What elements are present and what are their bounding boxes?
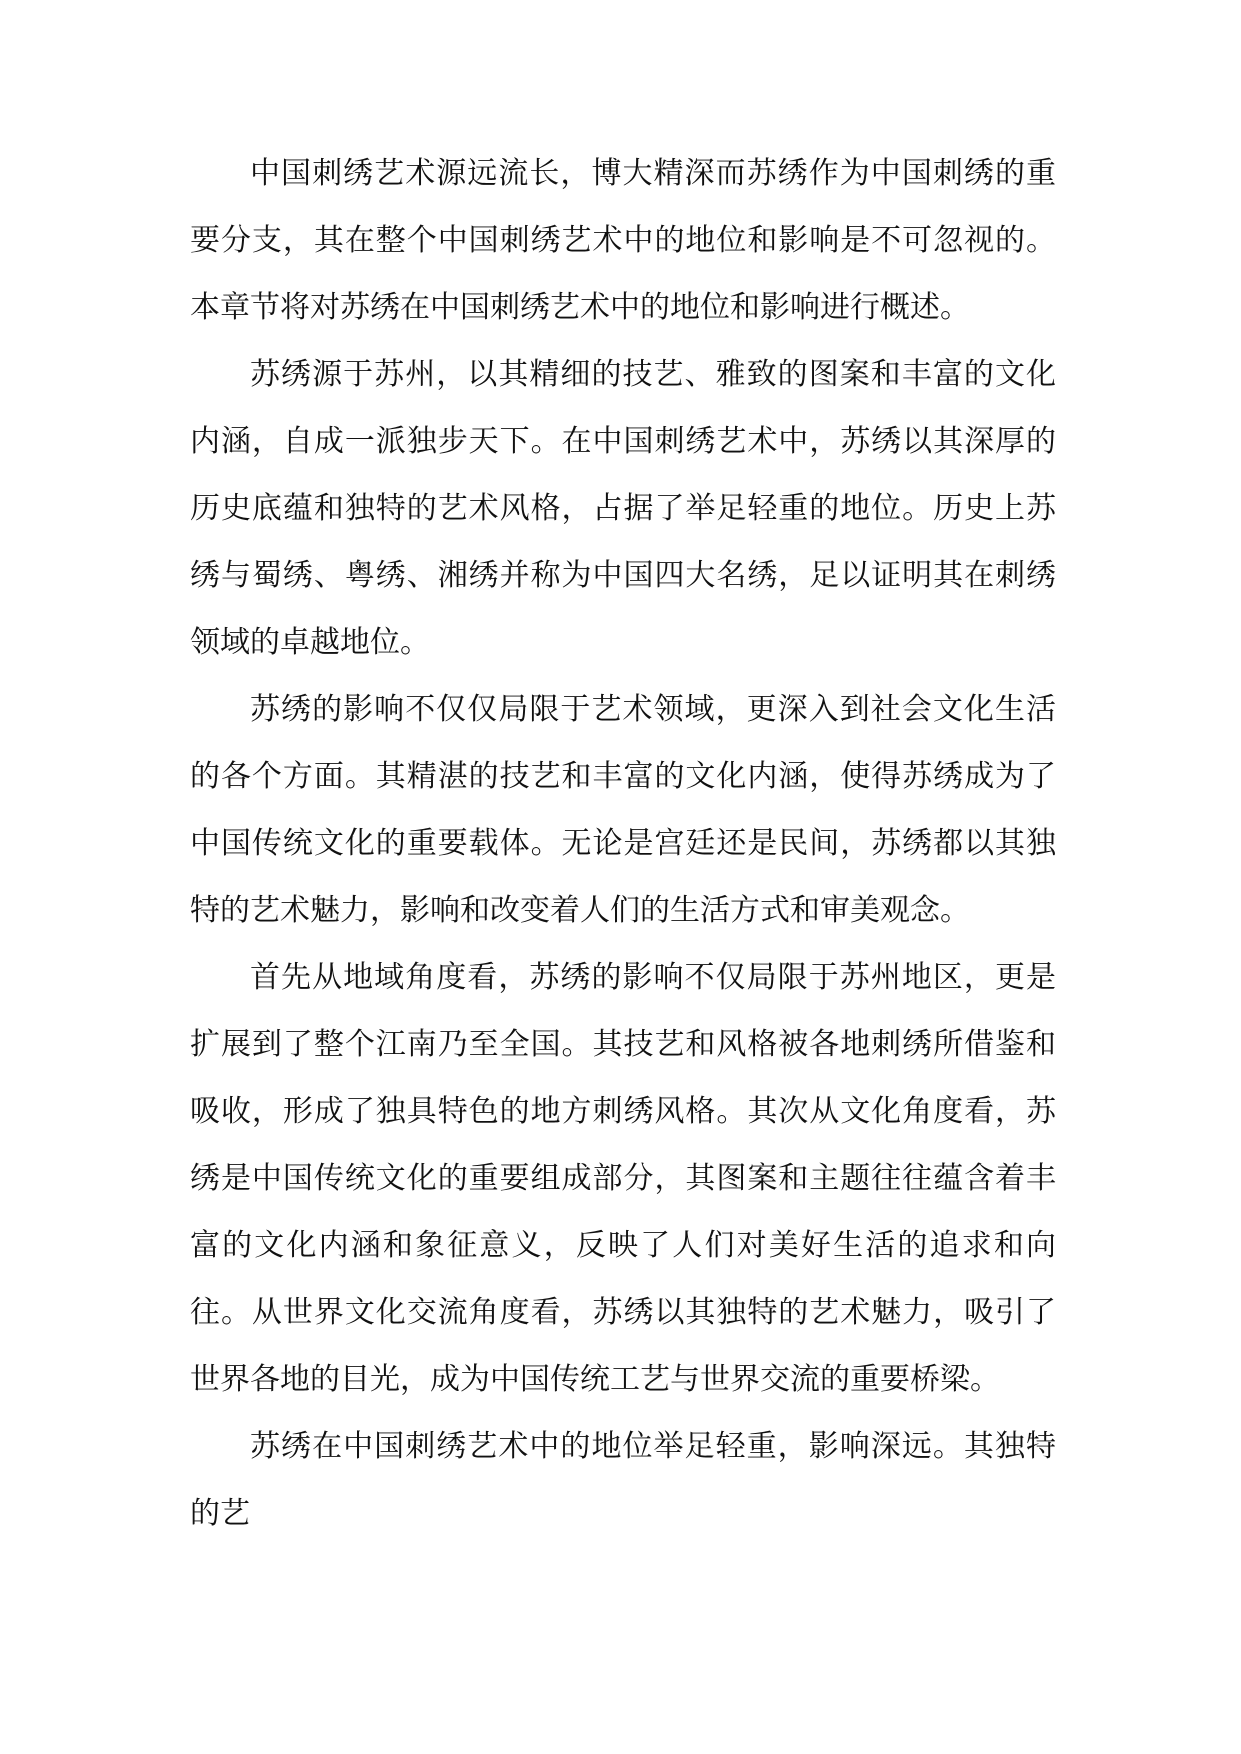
paragraph-4: 首先从地域角度看，苏绣的影响不仅局限于苏州地区，更是扩展到了整个江南乃至全国。其技艺和风格被各地刺绣所借鉴和吸收，形成了独具特色的地方刺绣风格。其次从文化角度看，苏绣是中国传统文化的重要组成部分，其图案和主题往往蕴含着丰富的文化内涵和象征意义，反映了人们对美好生活的追求和向往。从世界文化交流角度看，苏绣以其独特的艺术魅力，吸引了世界各地的目光，成为中国传统工艺与世界交流的重要桥梁。 bbox=[190, 960, 1056, 1397]
paragraph-5: 苏绣在中国刺绣艺术中的地位举足轻重，影响深远。其独特的艺 bbox=[190, 1429, 1056, 1531]
paragraph-3: 苏绣的影响不仅仅局限于艺术领域，更深入到社会文化生活的各个方面。其精湛的技艺和丰富的文化内涵，使得苏绣成为了中国传统文化的重要载体。无论是宫廷还是民间，苏绣都以其独特的艺术魅力，影响和改变着人们的生活方式和审美观念。 bbox=[190, 692, 1056, 928]
paragraph-2: 苏绣源于苏州，以其精细的技艺、雅致的图案和丰富的文化内涵，自成一派独步天下。在中国刺绣艺术中，苏绣以其深厚的历史底蕴和独特的艺术风格，占据了举足轻重的地位。历史上苏绣与蜀绣、粤绣、湘绣并称为中国四大名绣，足以证明其在刺绣领域的卓越地位。 bbox=[190, 357, 1056, 660]
document-body bbox=[190, 140, 1056, 1547]
paragraph-1: 中国刺绣艺术源远流长，博大精深而苏绣作为中国刺绣的重要分支，其在整个中国刺绣艺术中的地位和影响是不可忽视的。本章节将对苏绣在中国刺绣艺术中的地位和影响进行概述。 bbox=[190, 156, 1056, 325]
